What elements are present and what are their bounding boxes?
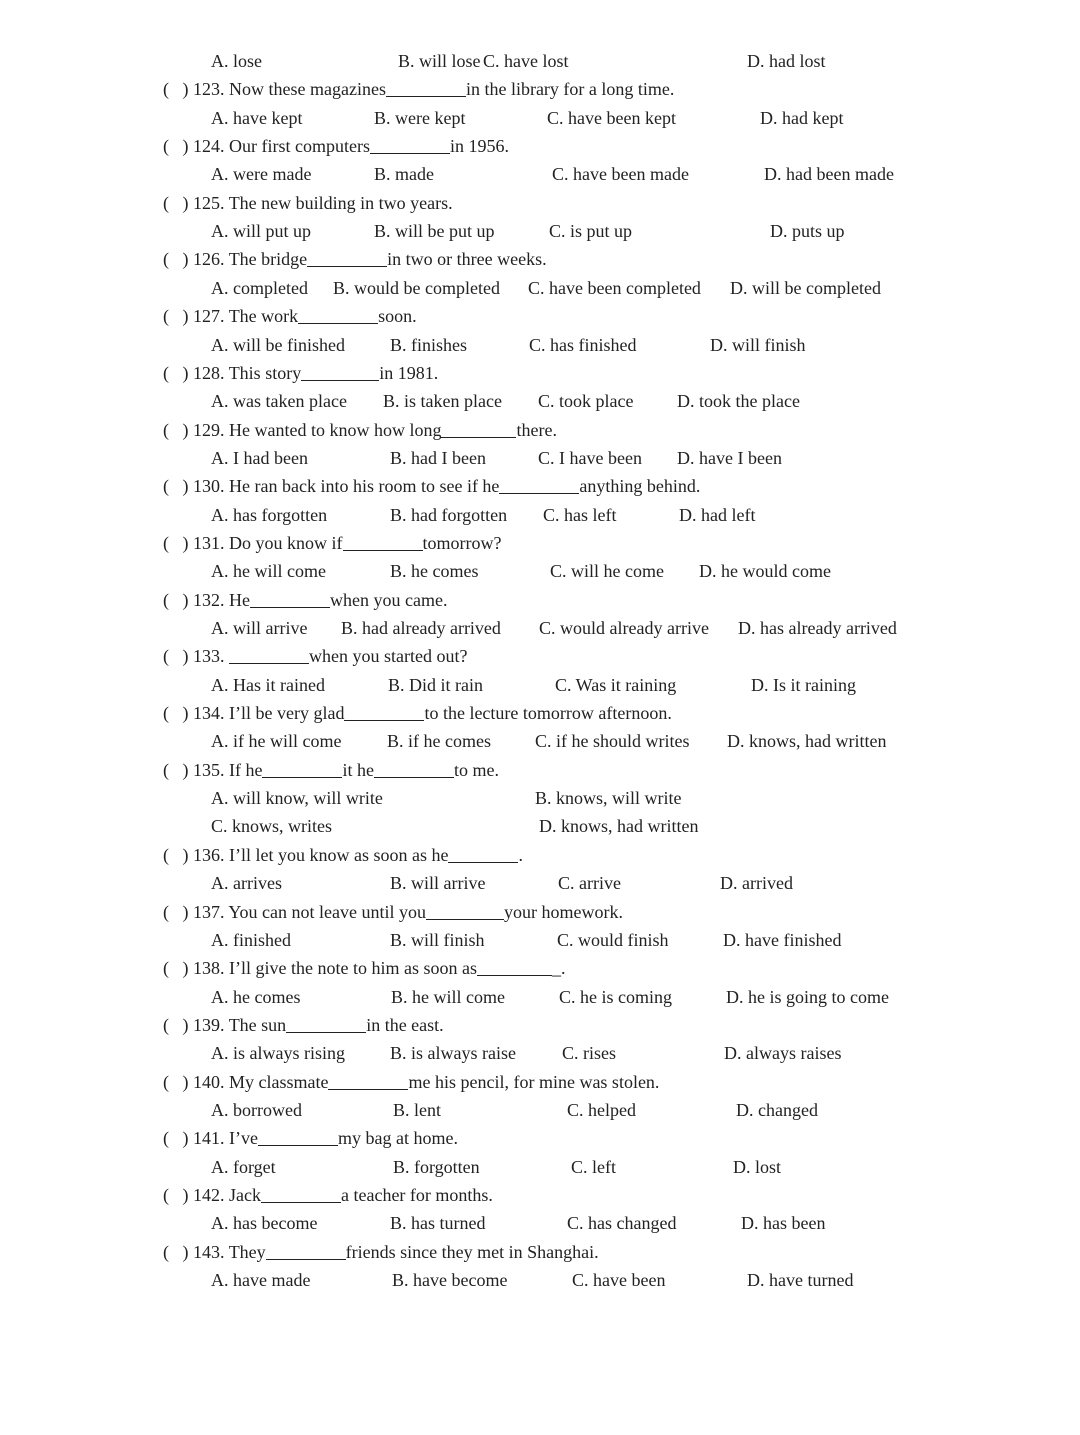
question-text-part: in the library for a long time. (465, 79, 675, 100)
option-b[interactable]: B. will be put up (374, 221, 495, 242)
option-a[interactable]: A. will put up (211, 221, 312, 242)
question-text-part: Our first computers (229, 136, 370, 157)
answer-parentheses[interactable]: ( ) (163, 759, 189, 780)
question-text (193, 844, 523, 866)
options-row (0, 107, 1080, 129)
option-a[interactable]: A. if he will come (211, 731, 342, 752)
question-text-part: You can not leave until you (228, 901, 426, 922)
options-row (0, 1042, 1080, 1064)
option-d[interactable]: D. arrived (720, 873, 793, 894)
question-text-part: I’ve (229, 1128, 258, 1149)
options-row (0, 277, 1080, 299)
question-text (193, 901, 623, 923)
option-a[interactable]: A. forget (211, 1156, 276, 1177)
question-text-part: I’ll be very glad (229, 703, 345, 724)
options-row (0, 390, 1080, 412)
question-text-part: This story (228, 362, 302, 383)
question-number: 133. (193, 646, 229, 667)
option-d[interactable]: D. had kept (760, 107, 844, 128)
question-text (193, 78, 674, 100)
options-row (0, 334, 1080, 356)
option-d[interactable]: D. will be completed (730, 277, 881, 298)
option-c[interactable]: C. will he come (550, 561, 664, 582)
answer-blank[interactable] (286, 1016, 366, 1033)
answer-parentheses[interactable]: ( ) (163, 646, 189, 667)
answer-parentheses[interactable]: ( ) (163, 703, 189, 724)
question-number: 140. (193, 1071, 229, 1092)
answer-parentheses[interactable]: ( ) (163, 1128, 189, 1149)
answer-parentheses[interactable]: ( ) (163, 79, 189, 100)
option-b[interactable]: B. is always raise (390, 1043, 516, 1064)
answer-parentheses[interactable]: ( ) (163, 589, 189, 610)
options-row (0, 504, 1080, 526)
option-b[interactable]: B. he will come (391, 986, 505, 1007)
question-text-part: Do you know if (229, 532, 343, 553)
option-b[interactable]: B. made (374, 164, 434, 185)
option-a[interactable]: A. finished (211, 929, 291, 950)
option-d[interactable]: D. he is going to come (726, 986, 889, 1007)
answer-parentheses[interactable]: ( ) (163, 1014, 189, 1035)
option-a[interactable]: A. lose (211, 51, 262, 71)
question-text (193, 702, 672, 724)
option-a[interactable]: A. completed (211, 277, 308, 298)
answer-blank[interactable] (298, 307, 378, 324)
question-text-part: My classmate (229, 1071, 329, 1092)
answer-blank[interactable] (266, 1243, 346, 1260)
option-c[interactable]: C. helped (567, 1099, 636, 1120)
question-text-part: _. (551, 958, 566, 979)
option-a[interactable]: A. has become (211, 1213, 318, 1234)
question-text-part: tomorrow? (422, 532, 502, 553)
option-c[interactable]: C. have lost (483, 51, 569, 71)
answer-blank[interactable] (477, 959, 552, 976)
question-text (193, 248, 547, 270)
question-text (193, 419, 557, 441)
options-row (0, 560, 1080, 582)
question-number: 128. (193, 362, 229, 383)
answer-parentheses[interactable]: ( ) (163, 958, 189, 979)
option-c[interactable]: C. would already arrive (539, 618, 709, 638)
option-b[interactable]: B. had already arrived (341, 618, 501, 638)
question-138 (163, 957, 1063, 979)
answer-blank[interactable] (262, 761, 342, 778)
question-text (193, 1071, 659, 1093)
option-a[interactable]: A. has forgotten (211, 504, 328, 525)
question-text-part: it he (342, 759, 374, 780)
question-text-part: in two or three weeks. (387, 249, 547, 270)
question-text-part: Now these magazines (229, 79, 386, 100)
question-text (193, 1184, 493, 1206)
options-row (0, 815, 1080, 837)
option-a[interactable]: A. have kept (211, 107, 303, 128)
question-number: 131. (193, 532, 229, 553)
answer-parentheses[interactable]: ( ) (163, 1071, 189, 1092)
option-b[interactable]: B. forgotten (393, 1156, 480, 1177)
option-c[interactable]: C. arrive (558, 873, 621, 894)
question-number: 127. (193, 306, 229, 327)
question-number: 130. (193, 476, 229, 497)
option-c[interactable]: C. would finish (557, 929, 669, 950)
question-text (193, 645, 467, 667)
option-a[interactable]: A. was taken place (211, 391, 347, 412)
question-text (193, 957, 565, 979)
question-text-part: He ran back into his room to see if he (229, 476, 500, 497)
question-134 (163, 702, 1063, 724)
option-a[interactable]: A. he comes (211, 986, 301, 1007)
question-text-part: in 1981. (379, 362, 439, 383)
option-b[interactable]: B. if he comes (387, 731, 491, 752)
option-c[interactable]: C. has left (543, 504, 617, 525)
option-d[interactable]: D. has been (741, 1213, 826, 1234)
answer-blank[interactable] (370, 137, 450, 154)
question-text-part: If he (229, 759, 263, 780)
question-number: 125. (193, 192, 229, 213)
question-text-part: to the lecture tomorrow afternoon. (424, 703, 672, 724)
option-d[interactable]: D. he would come (699, 561, 831, 582)
question-text-part: Jack (229, 1185, 261, 1205)
question-number: 123. (193, 79, 229, 100)
question-text (193, 362, 438, 384)
question-text-part: . (518, 844, 523, 865)
question-text-part: The new building in two years. (228, 192, 453, 213)
option-b[interactable]: B. finishes (390, 334, 468, 355)
options-row (0, 617, 1080, 639)
question-text-part: in the east. (366, 1014, 444, 1035)
option-c[interactable]: C. have been (572, 1270, 666, 1291)
answer-parentheses[interactable]: ( ) (163, 476, 189, 497)
option-d[interactable]: D. lost (733, 1156, 782, 1177)
answer-blank[interactable] (250, 591, 330, 608)
question-text (193, 759, 499, 781)
option-d[interactable]: D. knows, had written (727, 731, 887, 752)
option-c[interactable]: C. is put up (549, 221, 633, 242)
answer-blank[interactable] (301, 364, 379, 381)
question-text-part: He wanted to know how long (229, 419, 442, 440)
answer-blank[interactable] (229, 647, 309, 664)
options-row-top (0, 50, 1080, 72)
question-number: 141. (193, 1128, 229, 1149)
options-row (0, 220, 1080, 242)
options-row (0, 447, 1080, 469)
option-b[interactable]: B. have become (392, 1270, 508, 1291)
question-text-part: I’ll let you know as soon as he (229, 844, 449, 865)
option-c[interactable]: C. took place (538, 391, 634, 412)
question-123 (163, 78, 1063, 100)
option-a[interactable]: A. I had been (211, 447, 308, 468)
question-number: 137. (193, 901, 229, 922)
answer-blank[interactable] (343, 534, 423, 551)
question-127 (163, 305, 1063, 327)
option-b[interactable]: B. would be completed (333, 277, 500, 298)
question-number: 134. (193, 703, 229, 724)
answer-parentheses[interactable]: ( ) (163, 1185, 189, 1205)
question-131 (163, 532, 1063, 554)
options-row (0, 1212, 1080, 1234)
options-row (0, 986, 1080, 1008)
question-number: 142. (193, 1185, 229, 1205)
question-141 (163, 1127, 1063, 1149)
question-text-part: your homework. (504, 901, 623, 922)
question-number: 139. (193, 1014, 229, 1035)
question-number: 136. (193, 844, 229, 865)
question-124 (163, 135, 1063, 157)
option-c[interactable]: C. knows, writes (211, 816, 332, 837)
option-d[interactable]: D. always raises (724, 1043, 842, 1064)
option-d[interactable]: D. have finished (723, 929, 842, 950)
question-text-part: The bridge (228, 249, 308, 270)
question-text-part: friends since they met in Shanghai. (345, 1241, 599, 1262)
answer-blank[interactable] (499, 477, 579, 494)
question-number: 129. (193, 419, 229, 440)
option-c[interactable]: C. I have been (538, 447, 642, 468)
question-text (193, 589, 447, 611)
answer-parentheses[interactable]: ( ) (163, 306, 189, 327)
option-d[interactable]: D. will finish (710, 334, 806, 355)
answer-parentheses[interactable]: ( ) (163, 419, 189, 440)
question-text (193, 135, 509, 157)
question-130 (163, 475, 1063, 497)
option-c[interactable]: C. has finished (529, 334, 637, 355)
option-c[interactable]: C. if he should writes (535, 731, 690, 752)
answer-blank[interactable] (328, 1073, 408, 1090)
question-text-part: when you started out? (309, 646, 468, 667)
question-text-part: I’ll give the note to him as soon as (229, 958, 477, 979)
option-a[interactable]: A. have made (211, 1270, 311, 1291)
option-b[interactable]: B. had I been (390, 447, 486, 468)
options-row (0, 730, 1080, 752)
question-number: 126. (193, 249, 229, 270)
option-d[interactable]: D. had been made (764, 164, 894, 185)
option-a[interactable]: A. will arrive (211, 618, 308, 638)
option-d[interactable]: D. puts up (770, 221, 845, 242)
question-text-part: me his pencil, for mine was stolen. (408, 1071, 660, 1092)
options-row (0, 1099, 1080, 1121)
option-c[interactable]: C. rises (562, 1043, 616, 1064)
option-c[interactable]: C. have been completed (528, 277, 701, 298)
question-137 (163, 901, 1063, 923)
option-c[interactable]: C. he is coming (559, 986, 672, 1007)
options-row (0, 1269, 1080, 1291)
answer-parentheses[interactable]: ( ) (163, 844, 189, 865)
option-b[interactable]: B. will finish (390, 929, 485, 950)
question-text (193, 475, 700, 497)
answer-blank[interactable] (344, 704, 424, 721)
answer-blank[interactable] (386, 80, 466, 97)
answer-blank[interactable] (307, 250, 387, 267)
question-139 (163, 1014, 1063, 1036)
question-text-part: soon. (378, 306, 417, 327)
option-c[interactable]: C. have been made (552, 164, 689, 185)
option-b[interactable]: B. is taken place (383, 391, 502, 412)
options-row (0, 872, 1080, 894)
question-text-part: The work (228, 306, 299, 327)
option-d[interactable]: D. took the place (677, 391, 800, 412)
answer-blank[interactable] (441, 421, 516, 438)
question-143 (163, 1241, 1063, 1263)
question-text-part: when you came. (330, 589, 448, 610)
option-d[interactable]: D. changed (736, 1099, 818, 1120)
option-b[interactable]: B. will lose (398, 51, 481, 71)
question-text-part: He (229, 589, 250, 610)
question-135 (163, 759, 1063, 781)
option-a[interactable]: A. were made (211, 164, 312, 185)
option-b[interactable]: B. Did it rain (388, 674, 483, 695)
option-d[interactable]: D. have I been (677, 447, 782, 468)
option-b[interactable]: B. has turned (390, 1213, 486, 1234)
option-d[interactable]: D. have turned (747, 1270, 854, 1291)
question-125 (163, 192, 1063, 214)
answer-parentheses[interactable]: ( ) (163, 362, 189, 383)
answer-blank[interactable] (374, 761, 454, 778)
options-row (0, 674, 1080, 696)
option-a[interactable]: A. will know, will write (211, 788, 383, 809)
answer-parentheses[interactable]: ( ) (163, 1241, 189, 1262)
answer-parentheses[interactable]: ( ) (163, 901, 189, 922)
option-b[interactable]: B. will arrive (390, 873, 486, 894)
answer-blank[interactable] (258, 1129, 338, 1146)
option-c[interactable]: C. left (571, 1156, 616, 1177)
option-d[interactable]: D. had left (679, 504, 756, 525)
options-row (0, 1156, 1080, 1178)
option-c[interactable]: C. have been kept (547, 107, 676, 128)
option-a[interactable]: A. borrowed (211, 1099, 302, 1120)
question-text (193, 305, 417, 327)
option-c[interactable]: C. has changed (567, 1213, 677, 1234)
question-text-part: there. (516, 419, 557, 440)
option-a[interactable]: A. is always rising (211, 1043, 345, 1064)
option-a[interactable]: A. will be finished (211, 334, 345, 355)
question-text (193, 192, 453, 214)
option-d[interactable]: D. Is it raining (751, 674, 856, 695)
question-text (193, 1014, 444, 1036)
question-text-part: a teacher for months. (340, 1185, 493, 1205)
question-text-part: my bag at home. (337, 1128, 458, 1149)
question-number: 124. (193, 136, 229, 157)
question-text (193, 1127, 458, 1149)
question-number: 132. (193, 589, 229, 610)
question-number: 138. (193, 958, 229, 979)
option-a[interactable]: A. arrives (211, 873, 282, 894)
question-text-part: in 1956. (449, 136, 509, 157)
option-d[interactable]: D. had lost (747, 51, 826, 71)
option-b[interactable]: B. lent (393, 1099, 441, 1120)
option-b[interactable]: B. had forgotten (390, 504, 508, 525)
question-text-part: to me. (453, 759, 499, 780)
question-129 (163, 419, 1063, 441)
question-text-part: The sun (228, 1014, 287, 1035)
answer-parentheses[interactable]: ( ) (163, 532, 189, 553)
option-d[interactable]: D. knows, had written (539, 816, 699, 837)
question-text (193, 532, 501, 554)
answer-parentheses[interactable]: ( ) (163, 192, 189, 213)
options-row (0, 163, 1080, 185)
question-132 (163, 589, 1063, 611)
question-text-part: anything behind. (579, 476, 701, 497)
answer-parentheses[interactable]: ( ) (163, 249, 189, 270)
answer-blank[interactable] (261, 1186, 341, 1203)
option-a[interactable]: A. he will come (211, 561, 326, 582)
option-b[interactable]: B. knows, will write (535, 788, 682, 809)
option-c[interactable]: C. Was it raining (555, 674, 677, 695)
options-row (0, 929, 1080, 951)
answer-parentheses[interactable]: ( ) (163, 136, 189, 157)
question-136 (163, 844, 1063, 866)
question-text (193, 1241, 599, 1263)
question-text-part: They (228, 1241, 266, 1262)
option-b[interactable]: B. he comes (390, 561, 479, 582)
question-140 (163, 1071, 1063, 1093)
question-142 (163, 1184, 1063, 1206)
answer-blank[interactable] (426, 903, 504, 920)
question-number: 135. (193, 759, 229, 780)
question-128 (163, 362, 1063, 384)
question-number: 143. (193, 1241, 229, 1262)
option-b[interactable]: B. were kept (374, 107, 466, 128)
question-133 (163, 645, 1063, 667)
option-a[interactable]: A. Has it rained (211, 674, 325, 695)
question-126 (163, 248, 1063, 270)
options-row (0, 787, 1080, 809)
answer-blank[interactable] (448, 846, 518, 863)
option-d[interactable]: D. has already arrived (738, 618, 897, 638)
